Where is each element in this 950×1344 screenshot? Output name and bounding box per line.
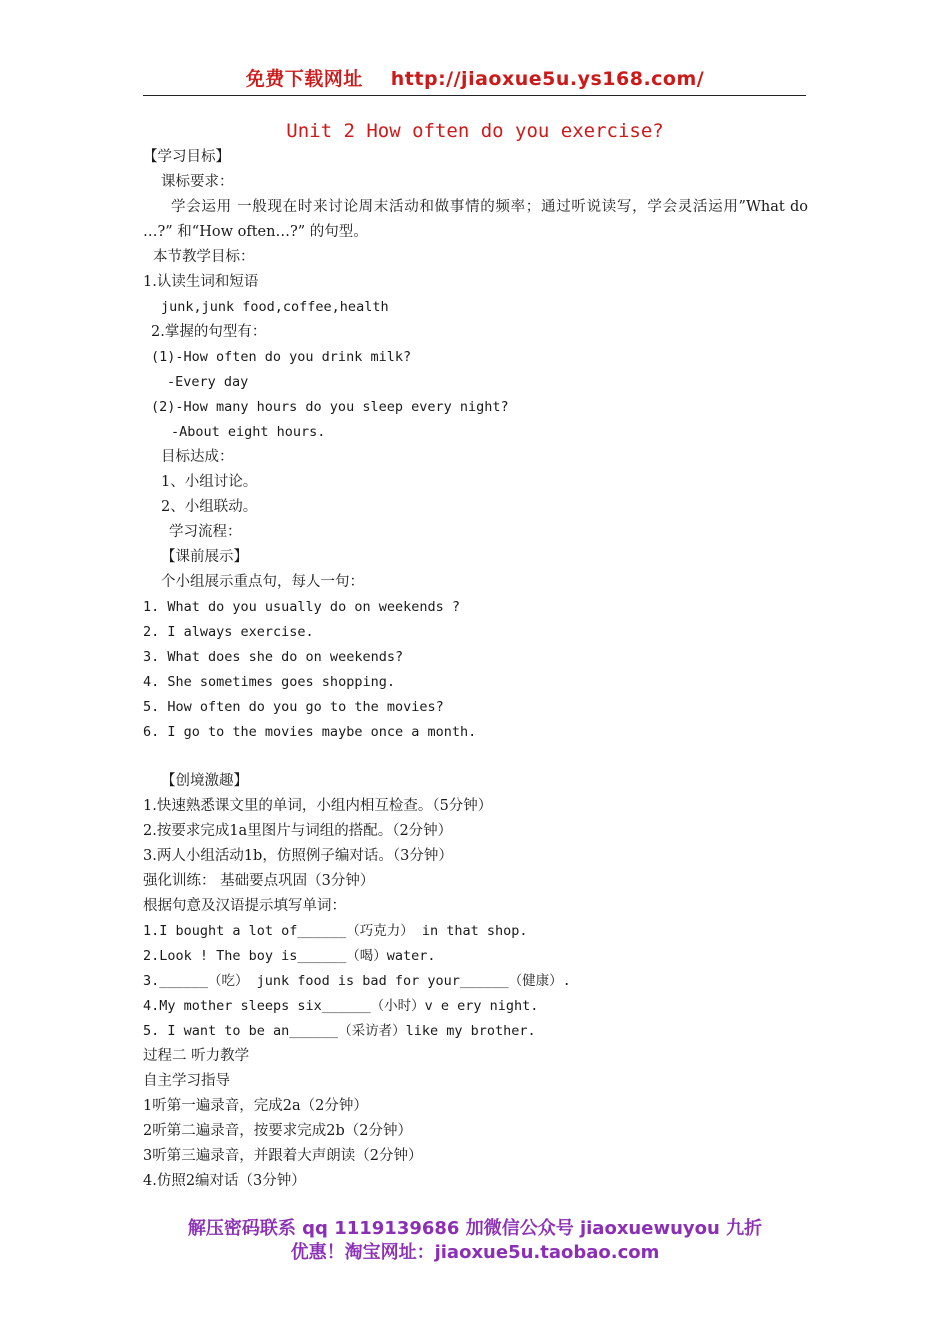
sentence-item: 3. What does she do on weekends? (143, 649, 404, 665)
target-label: 目标达成： (161, 449, 234, 465)
curriculum-label: 课标要求： (161, 174, 234, 190)
page-header (0, 64, 950, 91)
section-heading-goal: 【学习目标】 (143, 149, 230, 165)
page-title: Unit 2 How often do you exercise? (286, 120, 664, 142)
fill-item: 1.I bought a lot of______（巧克力） in that shop. (143, 923, 528, 939)
goal-item-2: 2.掌握的句型有： (151, 324, 267, 340)
footer-line-2: 优惠！淘宝网址：jiaoxue5u.taobao.com (290, 1242, 660, 1263)
fill-item: 3.______（吃） junk food is bad for your______（健康）. (143, 973, 571, 989)
scene-item: 3.两人小组活动1b，仿照例子编对话。（3分钟） (143, 848, 453, 864)
pattern-2-answer: -About eight hours. (171, 424, 326, 440)
header-url-link[interactable]: http://jiaoxue5u.ys168.com/ (390, 68, 705, 90)
sentence-item: 5. How often do you go to the movies? (143, 699, 444, 715)
self-study-heading: 自主学习指导 (143, 1073, 230, 1089)
section-heading-preclass: 【课前展示】 (161, 549, 248, 565)
preclass-intro: 个小组展示重点句，每人一句： (161, 574, 364, 590)
drill-label: 强化训练： 基础要点巩固（3分钟） (143, 873, 375, 889)
lesson-goal-label: 本节教学目标： (153, 249, 255, 265)
process-2-heading: 过程二 听力教学 (143, 1048, 250, 1064)
sentence-item: 6. I go to the movies maybe once a month. (143, 724, 477, 740)
pattern-1-answer: -Every day (167, 374, 249, 390)
target-item-1: 1、小组讨论。 (161, 474, 258, 490)
fill-item: 5. I want to be an______（采访者）like my brother. (143, 1023, 536, 1039)
curriculum-text: 学会运用 一般现在时来讨论周末活动和做事情的频率；通过听说读写，学会灵活运用”What do …?” 和“How often…?” 的句型。 (143, 199, 808, 240)
listen-item: 1听第一遍录音，完成2a（2分钟） (143, 1098, 368, 1114)
fill-instruction: 根据句意及汉语提示填写单词： (143, 898, 346, 914)
listen-item: 2听第二遍录音，按要求完成2b（2分钟） (143, 1123, 412, 1139)
listen-item: 3听第三遍录音，并跟着大声朗读（2分钟） (143, 1148, 423, 1164)
vocab-list: junk,junk food,coffee,health (161, 299, 389, 315)
listen-item: 4.仿照2编对话（3分钟） (143, 1173, 306, 1189)
pattern-1-question: (1)-How often do you drink milk? (151, 349, 412, 365)
header-label: 免费下载网址 (245, 68, 363, 90)
fill-item: 2.Look ! The boy is______（喝）water. (143, 948, 436, 964)
pattern-2-question: (2)-How many hours do you sleep every night? (151, 399, 509, 415)
document-body (143, 145, 808, 1194)
sentence-item: 1. What do you usually do on weekends ? (143, 599, 460, 615)
spacer (143, 745, 808, 769)
target-item-2: 2、小组联动。 (161, 499, 258, 515)
page-footer (0, 1217, 950, 1265)
fill-item: 4.My mother sleeps six______（小时）v e ery night. (143, 998, 539, 1014)
sentence-item: 2. I always exercise. (143, 624, 314, 640)
footer-line-1: 解压密码联系 qq 1119139686 加微信公众号 jiaoxuewuyou 九折 (187, 1218, 763, 1239)
header-divider (143, 95, 806, 96)
goal-item-1: 1.认读生词和短语 (143, 274, 259, 290)
sentence-item: 4. She sometimes goes shopping. (143, 674, 395, 690)
section-heading-scene: 【创境激趣】 (161, 773, 248, 789)
process-label: 学习流程： (169, 524, 242, 540)
scene-item: 1.快速熟悉课文里的单词，小组内相互检查。（5分钟） (143, 798, 493, 814)
scene-item: 2.按要求完成1a里图片与词组的搭配。（2分钟） (143, 823, 453, 839)
